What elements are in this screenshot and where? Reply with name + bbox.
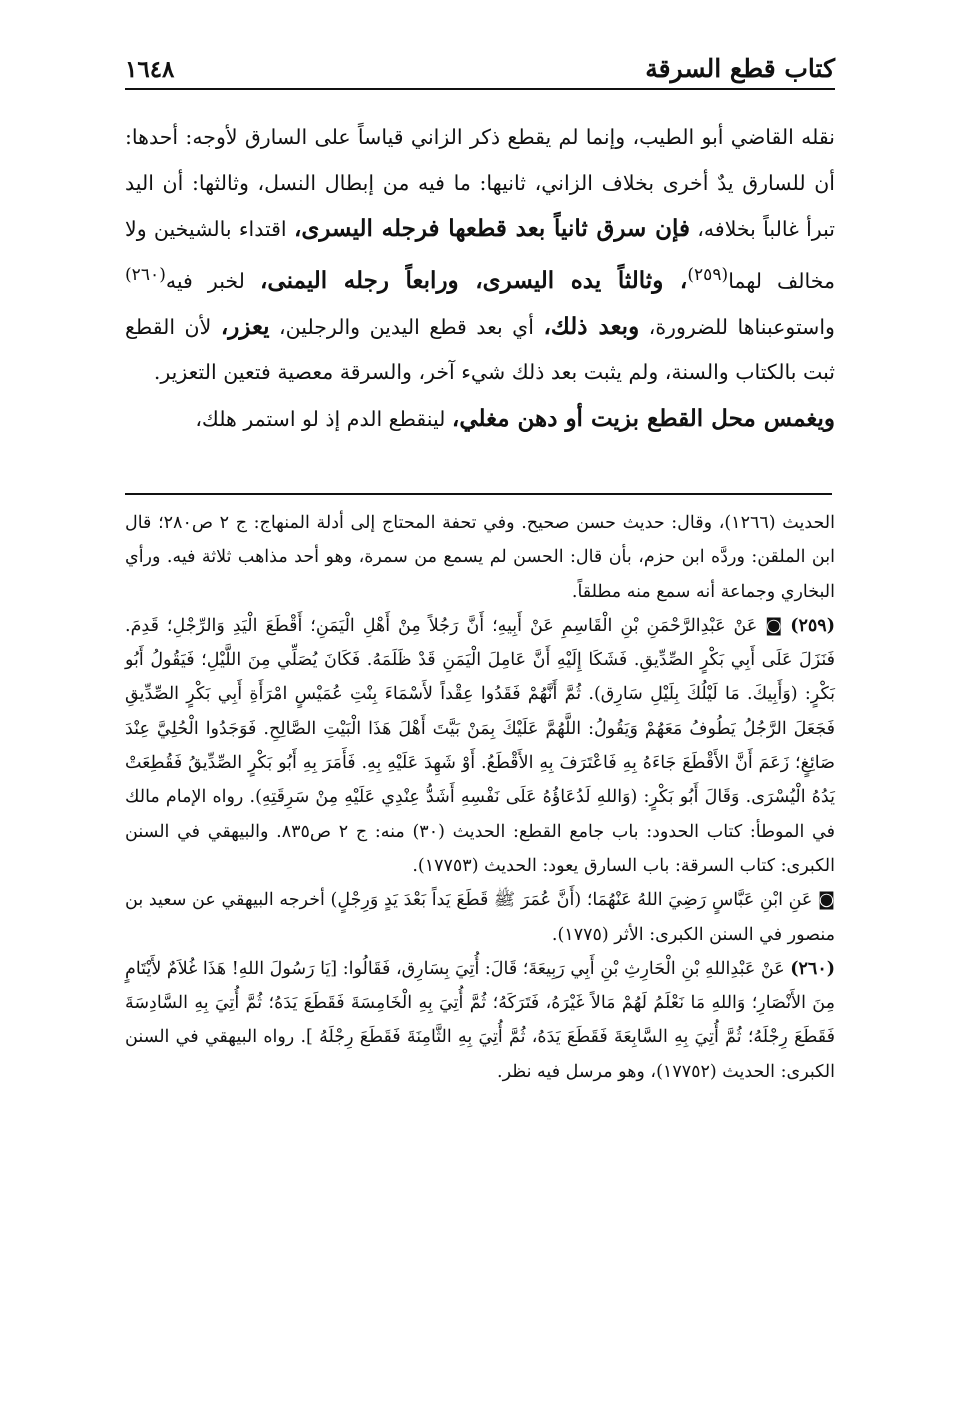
commentary-text: لينقطع الدم إذ لو استمر هلك، (195, 406, 446, 431)
footnote-text: عَنِ ابْنِ عَبَّاسٍ رَضِيَ اللهُ عَنْهُمَا؛ (أَنَّ عُمَرَ ﷺ قَطَعَ يَداً بَعْدَ يَدٍ وَرِجْلٍ) أخرجه البيهقي عن سعيد بن منصور في السنن الكبرى: الأثر (١٧٧٥). (125, 890, 835, 945)
footnote-number: (٢٦٠) (790, 958, 835, 979)
main-paragraph (125, 396, 835, 443)
main-paragraph (125, 115, 835, 396)
matn-quote: وبعد ذلك، (543, 312, 640, 340)
footnotes (125, 506, 835, 1089)
footnote-ref-260[interactable]: (٢٦٠) (125, 264, 166, 285)
main-text (125, 115, 835, 442)
footnote-text: الحديث (١٢٦٦)، وقال: حديث حسن صحيح. وفي تحفة المحتاج إلى أدلة المنهاج: ج ٢ ص٢٨٠؛ قال ابن الملقن: وردَّه ابن حزم، بأن قال: الحسن لم يسمع من سمرة، وهو أحد مذاهب ثلاثة فيه. ورأي البخاري وجماعة أنه سمع منه مطلقاً. (125, 513, 835, 602)
commentary-text: نقله القاضي أبو الطيب، وإنما لم يقطع ذكر الزاني قياساً على السارق لأوجه: أحدها: أن للسارق يدٌ أخرى بخلاف الزاني، ثانيها: ما فيه من إبطال النسل، وثالثها: أن اليد تبرأ غالباً بخلافه، (125, 125, 835, 241)
footnote-ref-259[interactable]: (٢٥٩) (687, 264, 729, 285)
page-header (125, 52, 835, 92)
bullet-icon: ◙ (818, 890, 835, 911)
header-rule (125, 88, 835, 90)
footnote-separator (125, 493, 832, 495)
footnote-note (125, 883, 835, 952)
footnote-text: عَنْ عَبْدِاللهِ بْنِ الْحَارِثِ بْنِ أَبِي رَبِيعَةَ؛ قَالَ: أُتِيَ بِسَارِق، فَقَالُوا: [يَا رَسُولَ اللهِ! هَذَا غُلاَمٌ لأَيْتَامٍ مِنَ الأَنْصَارِ؛ وَاللهِ مَا نَعْلَمُ لَهُمْ مَالاً غَيْرَهُ، فَتَرَكَهُ؛ ثُمَّ أُتِيَ بِهِ الْخَامِسَةَ فَقَطَعَ يَدَهُ؛ ثُمَّ أُتِيَ بِهِ السَّادِسَةَ فَقَطَعَ رِجْلَهُ؛ ثُمَّ أُتِيَ بِهِ السَّابِعَةَ فَقَطَعَ يَدَهُ، ثُمَّ أُتِيَ بِهِ الثَّامِنَةَ فَقَطَعَ رِجْلَهُ ]. رواه البيهقي في السنن الكبرى: الحديث (١٧٧٥٢)، وهو مرسل فيه نظر. (125, 958, 835, 1082)
matn-quote: ، وثالثاً يده اليسرى، ورابعاً رجله اليمنى، (259, 266, 688, 294)
commentary-text: أي بعد قطع اليدين والرجلين، (279, 314, 534, 339)
page-number: ١٦٤٨ (125, 56, 175, 83)
commentary-text: لأن القطع ثبت بالكتاب والسنة، ولم يثبت بعد ذلك شيء آخر، والسرقة معصية فتعين التعزير. (125, 314, 835, 385)
matn-quote: يعزر، (220, 312, 270, 340)
footnote-continuation (125, 506, 835, 609)
commentary-text: لخبر فيه (165, 268, 245, 293)
footnote-260 (125, 952, 835, 1089)
footnote-text: عَنْ عَبْدِالرَّحْمَنِ بْنِ الْقَاسِمِ عَنْ أَبِيهِ؛ أَنَّ رَجُلاً مِنْ أَهْلِ الْيَمَنِ؛ أَقْطَعَ الْيَدِ وَالرِّجْلِ؛ قَدِمَ. فَنَزَلَ عَلَى أَبِي بَكْرٍ الصِّدِّيقِ. فَشَكَا إِلَيْهِ أَنَّ عَامِلَ الْيَمَنِ قَدْ ظَلَمَهُ. فَكَانَ يُصَلِّي مِنَ اللَّيْلِ؛ فَيَقُولُ أَبُو بَكْرٍ: (وَأَبِيكَ. مَا لَيْلُكَ بِلَيْلِ سَارِق). ثُمَّ أَنَّهُمْ فَقَدُوا عِقْداً لأَسْمَاءَ بِنْتِ عُمَيْسٍ امْرَأَةِ أَبِي بَكْرٍ الصِّدِّيقِ فَجَعَلَ الرَّجُلُ يَطُوفُ مَعَهُمْ وَيَقُولُ: اللَّهُمَّ عَلَيْكَ بِمَنْ بَيَّتَ أَهْلَ هَذَا الْبَيْتِ الصَّالِحِ. فَوَجَدُوا الْحُلِيَّ عِنْدَ صَائِغٍ؛ زَعَمَ أَنَّ الأَقْطَعَ جَاءَهُ بِهِ فَاعْتَرَفَ بِهِ الأَقْطَعُ. أَوْ شَهِدَ عَلَيْهِ بِهِ. فَأَمَرَ بِهِ أَبُو بَكْرٍ الصِّدِّيقُ فَقُطِعَتْ يَدُهُ الْيُسْرَى. وَقَالَ أَبُو بَكْرٍ: (وَاللهِ لَدُعَاؤُهُ عَلَى نَفْسِهِ أَشَدُّ عِنْدِي عَلَيْهِ مِنْ سَرِقَتِهِ). رواه الإمام مالك في الموطأ: كتاب الحدود: باب جامع القطع: الحديث (٣٠) منه: ج ٢ ص٨٣٥. والبيهقي في السنن الكبرى: كتاب السرقة: باب السارق يعود: الحديث (١٧٧٥٣). (125, 615, 835, 876)
commentary-text: اقتداء بالشيخين ولا مخالف لهما (125, 217, 835, 293)
matn-quote: فإن سرق ثانياً بعد قطعها فرجله اليسرى، (293, 215, 690, 242)
book-title: كتاب قطع السرقة (645, 54, 835, 83)
footnote-number: (٢٥٩) (790, 615, 835, 636)
commentary-text: واستوعبناها للضرورة، (648, 314, 835, 339)
bullet-icon: ◙ (765, 615, 783, 636)
matn-quote: ويغمس محل القطع بزيت أو دهن مغلي، (451, 404, 835, 432)
footnote-259 (125, 609, 835, 883)
